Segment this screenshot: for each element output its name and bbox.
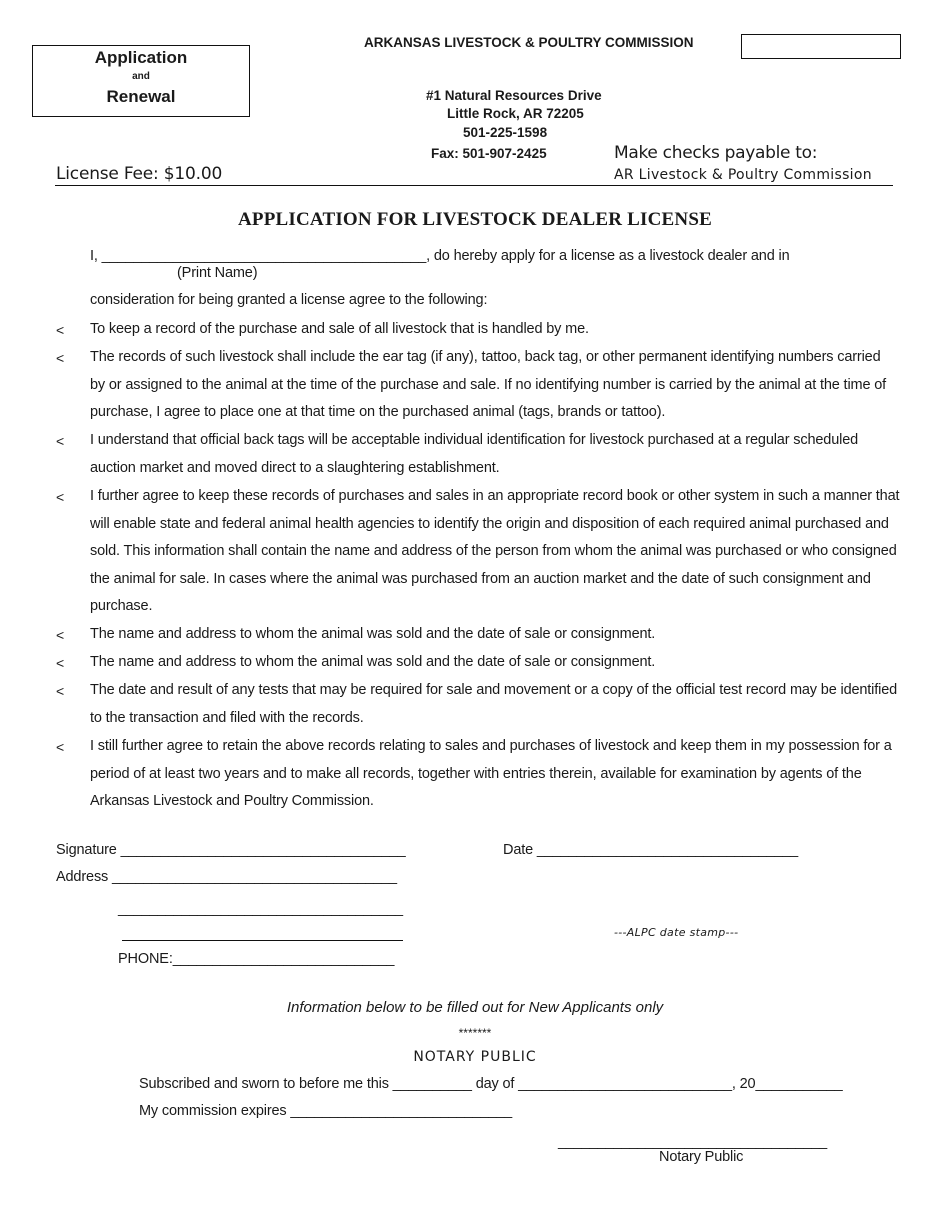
agreement-item-line: Arkansas Livestock and Poultry Commission.: [90, 793, 374, 809]
address-field[interactable]: Address ____________________________________: [56, 869, 397, 885]
agreement-item-line: The name and address to whom the animal was sold and the date of sale or consignment.: [90, 626, 656, 642]
notary-signature-label: Notary Public: [659, 1149, 744, 1165]
org-fax: Fax: 501-907-2425: [431, 146, 547, 161]
header-divider: [55, 185, 893, 186]
intro-line2: consideration for being granted a license agree to the following:: [90, 292, 488, 308]
agreement-item-line: I understand that official back tags will be acceptable individual identification for livestock purchased at a regular scheduled: [90, 432, 859, 448]
address-field-line2[interactable]: ____________________________________: [118, 901, 403, 917]
application-renewal-box: [32, 45, 250, 117]
new-applicants-note: Information below to be filled out for New Applicants only: [286, 999, 664, 1016]
agreement-item-line: The name and address to whom the animal was sold and the date of sale or consignment.: [90, 654, 656, 670]
app-box-line2: and: [132, 71, 150, 82]
print-name-label: (Print Name): [177, 265, 258, 281]
address-line2: Little Rock, AR 72205: [447, 106, 584, 121]
org-name: ARKANSAS LIVESTOCK & POULTRY COMMISSION: [364, 35, 694, 50]
address-field-line3[interactable]: [122, 940, 403, 941]
bullet-marker: <: [56, 350, 65, 366]
agreement-item-line: period of at least two years and to make all records, together with entries therein, available for examination by agents of the: [90, 765, 862, 782]
agreement-item-line: purchase, I agree to place one at that time on the purchased animal (tags, brands or tattoo).: [90, 404, 666, 420]
separator-stars: *******: [458, 1026, 492, 1040]
app-box-line1: Application: [94, 48, 188, 67]
agreement-item-line: will enable state and federal animal health agencies to identify the origin and disposition of each required animal purchased and: [90, 515, 889, 532]
bullet-marker: <: [56, 655, 65, 671]
bullet-marker: <: [56, 627, 65, 643]
office-use-box: [741, 34, 901, 59]
notary-signature-blank[interactable]: __________________________________: [558, 1134, 828, 1150]
bullet-marker: <: [56, 489, 65, 505]
form-title: APPLICATION FOR LIVESTOCK DEALER LICENSE: [238, 209, 712, 230]
subscribed-line[interactable]: Subscribed and sworn to before me this __________ day of ___________________________, 20___________: [139, 1076, 843, 1092]
agreement-item-line: To keep a record of the purchase and sale of all livestock that is handled by me.: [90, 321, 589, 337]
agreement-item-line: I still further agree to retain the above records relating to sales and purchases of livestock and keep them in my possession for a: [90, 738, 892, 754]
agreement-item-line: sold. This information shall contain the name and address of the person from whom the animal was purchased or who consigned: [90, 543, 897, 559]
notary-title: NOTARY PUBLIC: [413, 1049, 537, 1065]
checks-payee: AR Livestock & Poultry Commission: [614, 167, 872, 183]
checks-payable-label: Make checks payable to:: [614, 143, 818, 163]
bullet-marker: <: [56, 322, 65, 338]
agreement-item-line: purchase.: [90, 598, 153, 614]
agreement-item-line: The date and result of any tests that may be required for sale and movement or a copy of the official test record may be identified: [90, 682, 898, 698]
phone-field[interactable]: PHONE:____________________________: [118, 951, 395, 967]
commission-expires-line[interactable]: My commission expires ____________________________: [139, 1103, 512, 1119]
date-field[interactable]: Date _________________________________: [503, 842, 799, 858]
license-fee: License Fee: $10.00: [56, 164, 223, 184]
intro-line1[interactable]: I, _________________________________________, do hereby apply for a license as a livestock dealer and in: [90, 248, 790, 264]
agreement-item-line: auction market and moved direct to a slaughtering establishment.: [90, 459, 500, 476]
agreement-item-line: I further agree to keep these records of purchases and sales in an appropriate record book or other system in such a manner that: [90, 488, 900, 504]
agreement-item-line: to the transaction and filed with the records.: [90, 709, 364, 726]
bullet-marker: <: [56, 433, 65, 449]
org-phone: 501-225-1598: [463, 125, 548, 140]
agreement-item-line: by or assigned to the animal at the time of the purchase and sale. If no identifying number is carried by the animal at the time of: [90, 376, 887, 393]
agreement-item-line: the animal for sale. In cases where the animal was purchased from an auction market and the date of such consignment and: [90, 570, 871, 587]
app-box-line3: Renewal: [106, 87, 176, 106]
address-line1: #1 Natural Resources Drive: [426, 88, 602, 103]
agreement-item-line: The records of such livestock shall include the ear tag (if any), tattoo, back tag, or other permanent identifying numbers carried: [90, 349, 881, 365]
signature-field[interactable]: Signature ____________________________________: [56, 842, 406, 858]
bullet-marker: <: [56, 683, 65, 699]
bullet-marker: <: [56, 739, 65, 755]
date-stamp-label: ---ALPC date stamp---: [614, 926, 739, 939]
